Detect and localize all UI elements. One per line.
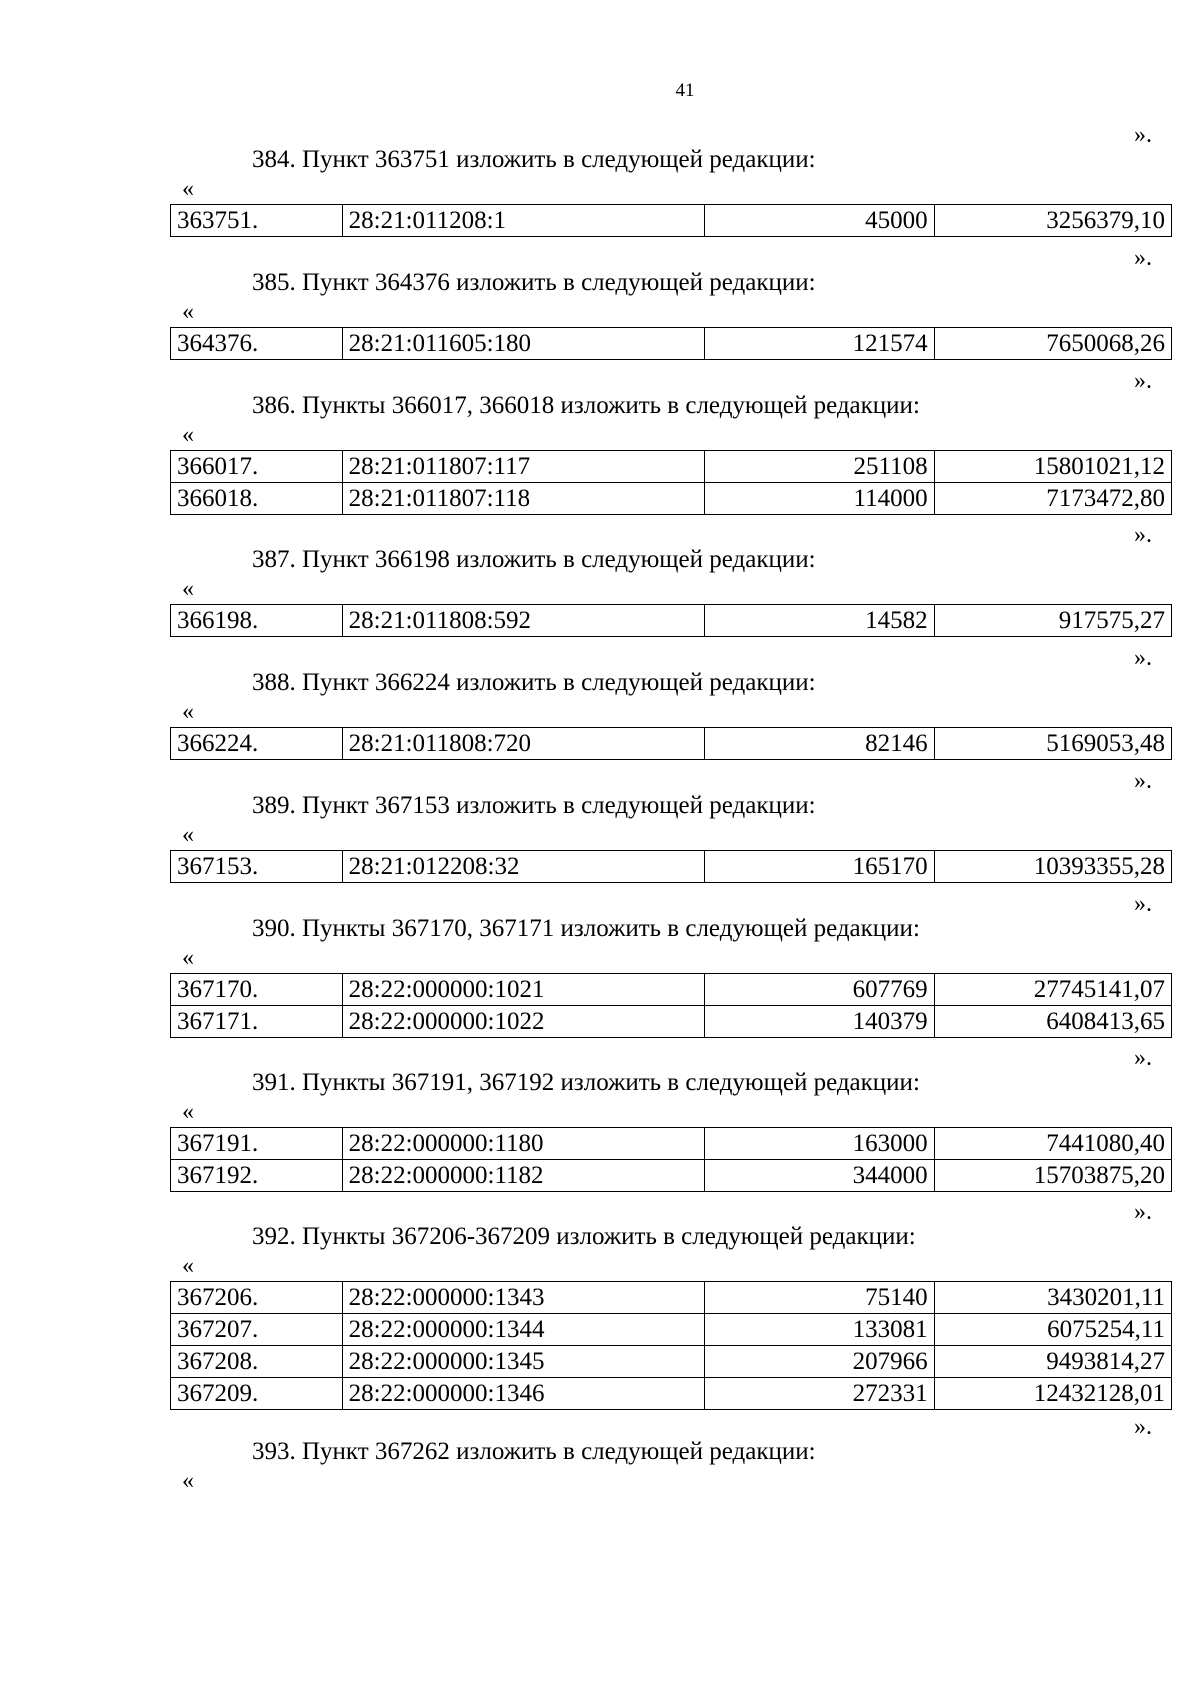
cadastral-number-cell: 28:22:000000:1345 xyxy=(342,1346,705,1378)
area-cell: 165170 xyxy=(705,851,934,883)
table-row xyxy=(171,1128,1172,1160)
page-number: 41 xyxy=(675,80,695,101)
item-heading: 393. Пункт 367262 изложить в следующей редакции: xyxy=(252,1438,816,1465)
item-table xyxy=(170,973,1172,1038)
opening-quote: « xyxy=(182,299,194,325)
value-cell: 7650068,26 xyxy=(934,328,1171,360)
item-number-cell: 366198. xyxy=(171,605,343,637)
value-cell: 10393355,28 xyxy=(934,851,1171,883)
item-table xyxy=(170,727,1172,760)
item-heading: 387. Пункт 366198 изложить в следующей редакции: xyxy=(252,546,816,573)
item-number-cell: 367208. xyxy=(171,1346,343,1378)
item-heading: 390. Пункты 367170, 367171 изложить в следующей редакции: xyxy=(252,915,920,942)
cadastral-number-cell: 28:22:000000:1021 xyxy=(342,974,705,1006)
table-row xyxy=(171,1006,1172,1038)
area-cell: 607769 xyxy=(705,974,934,1006)
area-cell: 140379 xyxy=(705,1006,934,1038)
item-number-cell: 367192. xyxy=(171,1160,343,1192)
value-cell: 6408413,65 xyxy=(934,1006,1171,1038)
cadastral-number-cell: 28:22:000000:1343 xyxy=(342,1282,705,1314)
opening-quote: « xyxy=(182,422,194,448)
item-number-cell: 367207. xyxy=(171,1314,343,1346)
item-number-cell: 367209. xyxy=(171,1378,343,1410)
opening-quote: « xyxy=(182,699,194,725)
table-row xyxy=(171,1346,1172,1378)
item-table xyxy=(170,327,1172,360)
closing-quote: ». xyxy=(1134,768,1152,794)
item-number-cell: 364376. xyxy=(171,328,343,360)
table-row xyxy=(171,328,1172,360)
area-cell: 82146 xyxy=(705,728,934,760)
cadastral-number-cell: 28:22:000000:1346 xyxy=(342,1378,705,1410)
closing-quote: ». xyxy=(1134,891,1152,917)
value-cell: 15801021,12 xyxy=(934,451,1171,483)
item-table xyxy=(170,604,1172,637)
cadastral-number-cell: 28:21:011808:720 xyxy=(342,728,705,760)
value-cell: 15703875,20 xyxy=(934,1160,1171,1192)
cadastral-number-cell: 28:21:011208:1 xyxy=(342,205,705,237)
item-table xyxy=(170,450,1172,515)
item-heading: 392. Пункты 367206-367209 изложить в следующей редакции: xyxy=(252,1223,916,1250)
area-cell: 75140 xyxy=(705,1282,934,1314)
closing-quote: ». xyxy=(1134,522,1152,548)
opening-quote: « xyxy=(182,1099,194,1125)
cadastral-number-cell: 28:21:011605:180 xyxy=(342,328,705,360)
value-cell: 5169053,48 xyxy=(934,728,1171,760)
item-table xyxy=(170,204,1172,237)
opening-quote: « xyxy=(182,1253,194,1279)
item-heading: 389. Пункт 367153 изложить в следующей редакции: xyxy=(252,792,816,819)
table-row xyxy=(171,483,1172,515)
opening-quote: « xyxy=(182,1468,194,1494)
closing-quote: ». xyxy=(1134,368,1152,394)
value-cell: 6075254,11 xyxy=(934,1314,1171,1346)
area-cell: 251108 xyxy=(705,451,934,483)
closing-quote: ». xyxy=(1134,1199,1152,1225)
cadastral-number-cell: 28:22:000000:1180 xyxy=(342,1128,705,1160)
closing-quote: ». xyxy=(1134,645,1152,671)
item-number-cell: 367191. xyxy=(171,1128,343,1160)
value-cell: 9493814,27 xyxy=(934,1346,1171,1378)
closing-quote: ». xyxy=(1134,245,1152,271)
opening-quote: « xyxy=(182,822,194,848)
table-row xyxy=(171,974,1172,1006)
table-row xyxy=(171,1314,1172,1346)
table-row xyxy=(171,1282,1172,1314)
area-cell: 344000 xyxy=(705,1160,934,1192)
item-heading: 385. Пункт 364376 изложить в следующей редакции: xyxy=(252,269,816,296)
item-table xyxy=(170,1281,1172,1410)
area-cell: 121574 xyxy=(705,328,934,360)
area-cell: 133081 xyxy=(705,1314,934,1346)
item-heading: 386. Пункты 366017, 366018 изложить в следующей редакции: xyxy=(252,392,920,419)
opening-quote: « xyxy=(182,176,194,202)
area-cell: 163000 xyxy=(705,1128,934,1160)
cadastral-number-cell: 28:22:000000:1182 xyxy=(342,1160,705,1192)
item-number-cell: 367170. xyxy=(171,974,343,1006)
table-row xyxy=(171,1378,1172,1410)
table-row xyxy=(171,1160,1172,1192)
closing-quote: ». xyxy=(1134,1414,1152,1440)
item-heading: 388. Пункт 366224 изложить в следующей редакции: xyxy=(252,669,816,696)
item-number-cell: 363751. xyxy=(171,205,343,237)
area-cell: 114000 xyxy=(705,483,934,515)
opening-quote: « xyxy=(182,945,194,971)
cadastral-number-cell: 28:21:012208:32 xyxy=(342,851,705,883)
item-number-cell: 366018. xyxy=(171,483,343,515)
cadastral-number-cell: 28:21:011807:117 xyxy=(342,451,705,483)
item-table xyxy=(170,1127,1172,1192)
item-heading: 384. Пункт 363751 изложить в следующей редакции: xyxy=(252,146,816,173)
closing-quote: ». xyxy=(1134,1045,1152,1071)
item-number-cell: 367153. xyxy=(171,851,343,883)
value-cell: 7441080,40 xyxy=(934,1128,1171,1160)
table-row xyxy=(171,851,1172,883)
value-cell: 917575,27 xyxy=(934,605,1171,637)
item-number-cell: 366017. xyxy=(171,451,343,483)
area-cell: 207966 xyxy=(705,1346,934,1378)
table-row xyxy=(171,728,1172,760)
cadastral-number-cell: 28:22:000000:1344 xyxy=(342,1314,705,1346)
area-cell: 272331 xyxy=(705,1378,934,1410)
cadastral-number-cell: 28:21:011807:118 xyxy=(342,483,705,515)
value-cell: 3256379,10 xyxy=(934,205,1171,237)
area-cell: 45000 xyxy=(705,205,934,237)
cadastral-number-cell: 28:22:000000:1022 xyxy=(342,1006,705,1038)
item-heading: 391. Пункты 367191, 367192 изложить в следующей редакции: xyxy=(252,1069,920,1096)
item-table xyxy=(170,850,1172,883)
closing-quote: ». xyxy=(1134,122,1152,148)
area-cell: 14582 xyxy=(705,605,934,637)
table-row xyxy=(171,451,1172,483)
value-cell: 3430201,11 xyxy=(934,1282,1171,1314)
value-cell: 27745141,07 xyxy=(934,974,1171,1006)
item-number-cell: 366224. xyxy=(171,728,343,760)
table-row xyxy=(171,605,1172,637)
opening-quote: « xyxy=(182,576,194,602)
value-cell: 7173472,80 xyxy=(934,483,1171,515)
item-number-cell: 367171. xyxy=(171,1006,343,1038)
cadastral-number-cell: 28:21:011808:592 xyxy=(342,605,705,637)
item-number-cell: 367206. xyxy=(171,1282,343,1314)
table-row xyxy=(171,205,1172,237)
value-cell: 12432128,01 xyxy=(934,1378,1171,1410)
